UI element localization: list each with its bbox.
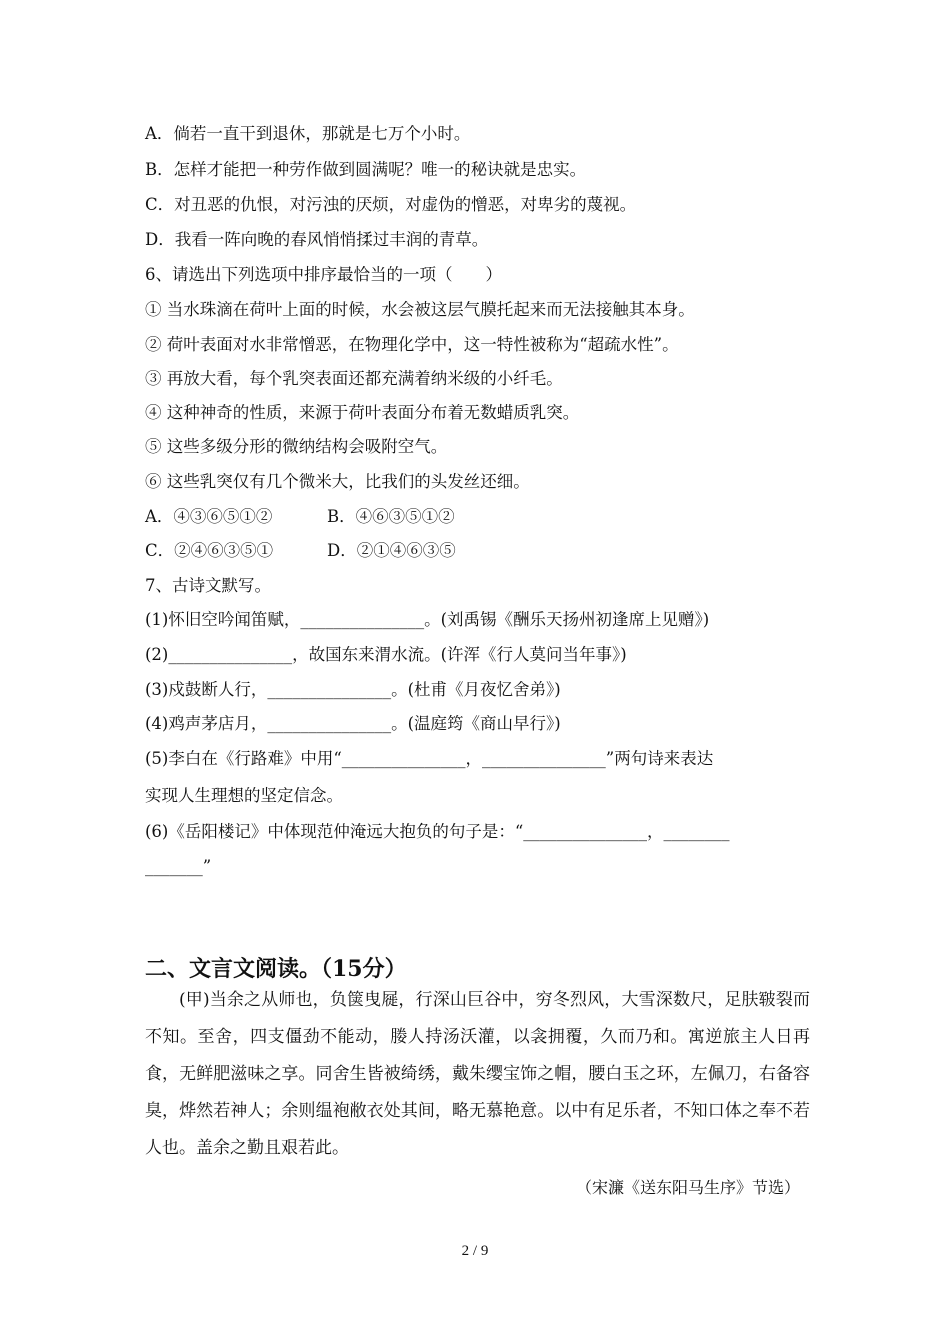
q5-option-c: C．对丑恶的仇恨，对污浊的厌烦，对虚伪的憎恶，对卑劣的蔑视。 [145, 195, 637, 214]
q6-item-2: ② 荷叶表面对水非常憎恶，在物理化学中，这一特性被称为“超疏水性”。 [145, 335, 679, 354]
q6-option-a: A．④③⑥⑤①② [145, 507, 273, 526]
q5-option-a: A．倘若一直干到退休，那就是七万个小时。 [145, 124, 471, 143]
q7-line-6: (6)《岳阳楼记》中体现范仲淹远大抱负的句子是：“_______________，________ [145, 822, 730, 841]
q5-option-b: B．怎样才能把一种劳作做到圆满呢？唯一的秘诀就是忠实。 [145, 160, 587, 179]
q6-item-3: ③ 再放大看，每个乳突表面还都充满着纳米级的小纤毛。 [145, 369, 563, 388]
q6-item-6: ⑥ 这些乳突仅有几个微米大，比我们的头发丝还细。 [145, 472, 530, 491]
q7-line-1: (1)怀旧空吟闻笛赋，_______________。(刘禹锡《酬乐天扬州初逢席上见赠》) [145, 610, 710, 629]
q6-options-row-2 [145, 541, 456, 561]
q6-item-4: ④ 这种神奇的性质，来源于荷叶表面分布着无数蜡质乳突。 [145, 403, 580, 422]
q7-question: 7、古诗文默写。 [145, 576, 271, 595]
q6-item-5: ⑤ 这些多级分形的微纳结构会吸附空气。 [145, 437, 448, 456]
q6-question: 6、请选出下列选项中排序最恰当的一项（ ） [145, 265, 502, 284]
q7-line-2: (2)_______________，故国东来渭水流。(许浑《行人莫问当年事》) [145, 645, 627, 664]
q6-options-row-1 [145, 507, 455, 527]
q7-line-5-cont: 实现人生理想的坚定信念。 [145, 786, 343, 805]
q7-line-4: (4)鸡声茅店月，_______________。(温庭筠《商山早行》) [145, 714, 561, 733]
q6-option-b: B．④⑥③⑤①② [327, 507, 455, 526]
q7-line-5: (5)李白在《行路难》中用“_______________，_______________”两句诗来表达 [145, 749, 714, 768]
q6-item-1: ① 当水珠滴在荷叶上面的时候，水会被这层气膜托起来而无法接触其本身。 [145, 300, 695, 319]
classical-passage: (甲)当余之从师也，负箧曳屣，行深山巨谷中，穷冬烈风，大雪深数尺，足肤皲裂而不知。至舍，四支僵劲不能动，媵人持汤沃灌，以衾拥覆，久而乃和。寓逆旅主人日再食，无鲜肥滋味之享。同舍生皆被绮绣，戴朱缨宝饰之帽，腰白玉之环，左佩刀，右备容臭，烨然若神人；余则缊袍敝衣处其间，略无慕艳意。以中有足乐者，不知口体之奉不若人也。盖余之勤且艰若此。 [145, 990, 810, 1158]
q5-option-d: D．我看一阵向晚的春风悄悄揉过丰润的青草。 [145, 230, 489, 249]
q7-line-3: (3)戍鼓断人行，_______________。(杜甫《月夜忆舍弟》) [145, 680, 561, 699]
q7-line-6-cont: _______” [145, 857, 212, 876]
passage-source: （宋濂《送东阳马生序》节选） [575, 1178, 800, 1197]
page-number: 2 / 9 [461, 1243, 489, 1259]
q6-option-d: D．②①④⑥③⑤ [327, 541, 456, 560]
q6-option-c: C．②④⑥③⑤① [145, 541, 274, 560]
section-2-title: 二、文言文阅读。（15分） [145, 956, 407, 982]
